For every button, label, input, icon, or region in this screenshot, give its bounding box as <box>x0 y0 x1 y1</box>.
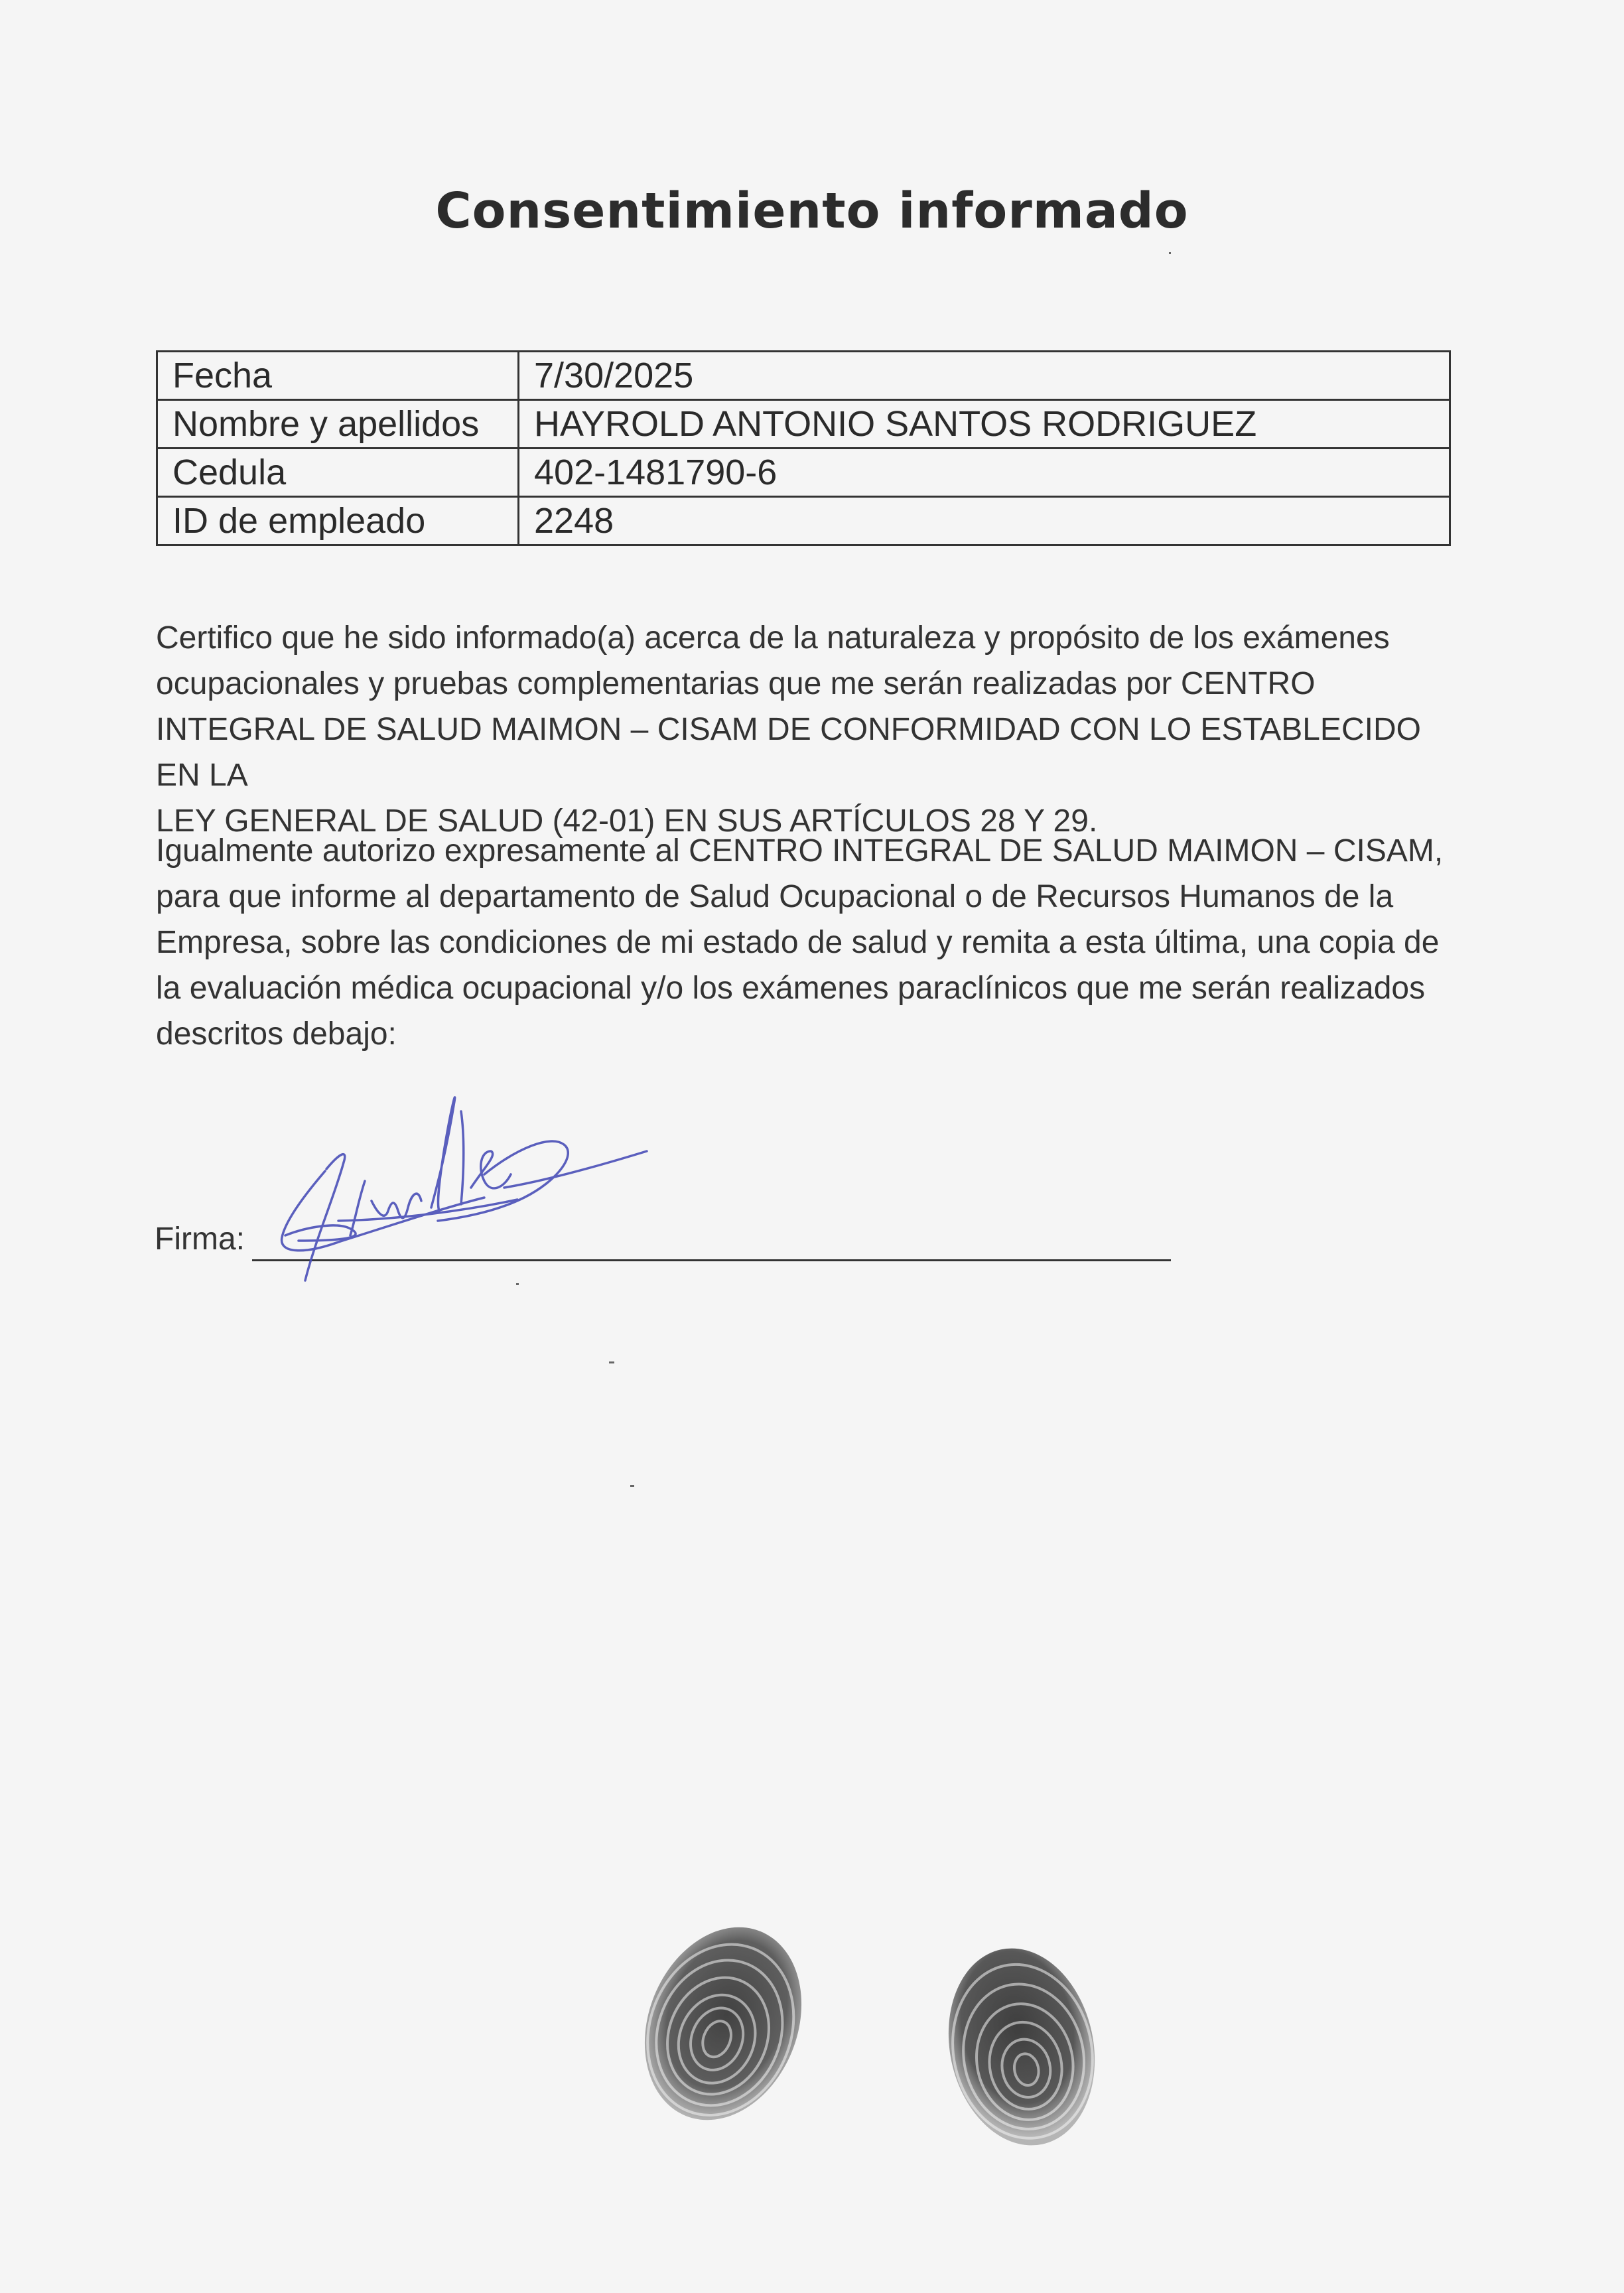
paragraph-line: Empresa, sobre las condiciones de mi estado de salud y remita a esta última, una copia de <box>156 925 1440 960</box>
paragraph-line: la evaluación médica ocupacional y/o los exámenes paraclínicos que me serán realizados <box>156 971 1426 1006</box>
nombre-label: Nombre y apellidos <box>157 400 519 449</box>
paragraph-line: descritos debajo: <box>156 1016 397 1052</box>
paragraph-line: para que informe al departamento de Salud Ocupacional o de Recursos Humanos de la <box>156 879 1394 914</box>
table-row <box>157 400 1450 449</box>
scan-speck <box>630 1485 634 1487</box>
nombre-value: HAYROLD ANTONIO SANTOS RODRIGUEZ <box>519 400 1450 449</box>
table-row <box>157 449 1450 497</box>
fecha-label: Fecha <box>157 352 519 400</box>
table-row <box>157 497 1450 545</box>
scan-speck <box>516 1283 519 1285</box>
fecha-value: 7/30/2025 <box>519 352 1450 400</box>
firma-label: Firma: <box>155 1221 245 1257</box>
authorization-paragraph <box>156 828 1456 1057</box>
cedula-value: 402-1481790-6 <box>519 449 1450 497</box>
id-empleado-label: ID de empleado <box>157 497 519 545</box>
fingerprint-left-icon <box>637 1917 809 2136</box>
handwritten-signature <box>265 1088 650 1300</box>
fingerprint-right-icon <box>935 1937 1108 2156</box>
cedula-label: Cedula <box>157 449 519 497</box>
id-empleado-value: 2248 <box>519 497 1450 545</box>
paragraph-line: Certifico que he sido informado(a) acerca de la naturaleza y propósito de los exámenes <box>156 620 1390 656</box>
employee-info-table <box>156 350 1451 546</box>
scan-speck <box>609 1361 614 1363</box>
paragraph-line: ocupacionales y pruebas complementarias que me serán realizadas por CENTRO <box>156 666 1316 701</box>
paragraph-line: INTEGRAL DE SALUD MAIMON – CISAM DE CONFORMIDAD CON LO ESTABLECIDO EN LA <box>156 712 1421 793</box>
document-title: Consentimiento informado <box>435 182 1189 240</box>
scan-speck <box>1169 252 1171 254</box>
paragraph-line: LEY GENERAL DE SALUD (42-01) EN SUS ARTÍCULOS 28 Y 29. <box>156 803 1098 839</box>
certification-paragraph <box>156 615 1456 844</box>
table-row <box>157 352 1450 400</box>
paragraph-line: Igualmente autorizo expresamente al CENTRO INTEGRAL DE SALUD MAIMON – CISAM, <box>156 833 1444 869</box>
